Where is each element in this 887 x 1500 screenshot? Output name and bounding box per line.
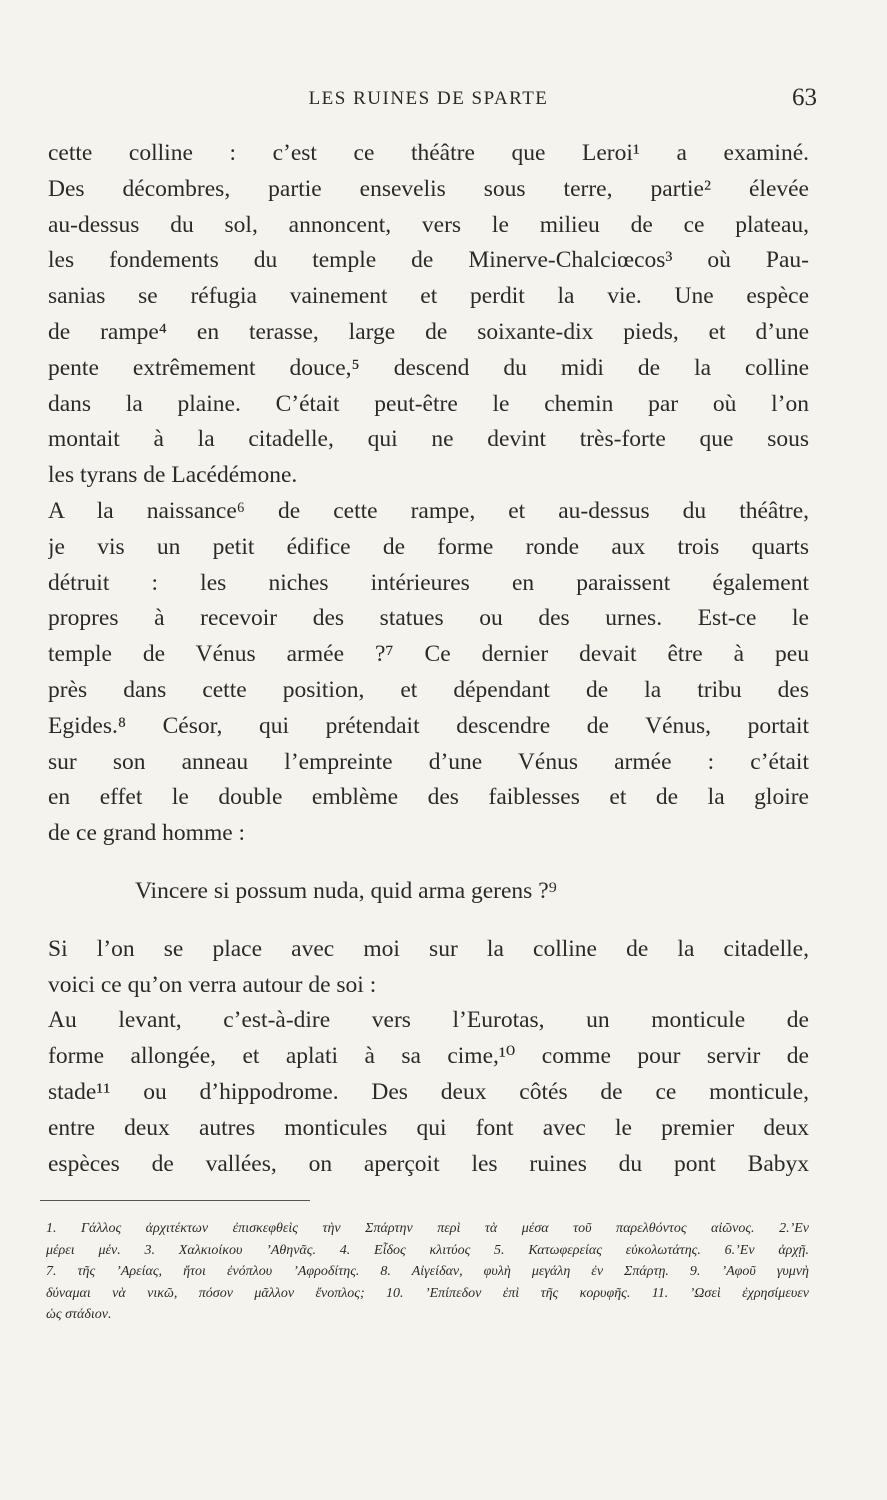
text-line: Egides.⁸ Césor, qui prétendait descendre de Vénus, portait [48, 712, 809, 739]
text-line: Des décombres, partie ensevelis sous terre, partie² élevée [48, 175, 809, 202]
running-head [48, 84, 817, 114]
text-line: près dans cette position, et dépendant de la tribu des [48, 676, 809, 703]
footnote-line: δύναμαι νὰ νικῶ, πόσον μᾶλλον ἔνοπλος; 10. ’Επίπεδον ἐπὶ τῆς κορυφῆς. 11. ’Ωσεὶ ἐχρησίμευεν [46, 1285, 809, 1301]
text-line: les fondements du temple de Minerve-Chalciœcos³ où Pau- [48, 247, 809, 274]
text-line: sanias se réfugia vainement et perdit la vie. Une espèce [48, 283, 809, 310]
text-line: propres à recevoir des statues ou des urnes. Est-ce le [48, 605, 809, 632]
text-line: A la naissance⁶ de cette rampe, et au-dessus du théâtre, [48, 497, 809, 524]
page-number: 63 [792, 84, 817, 111]
footnote-line: 1. Γάλλος ἀρχιτέκτων ἐπισκεφθεὶς τὴν Σπάρτην περὶ τὰ μέσα τοῦ παρελθόντος αἰῶνος. 2.’Εν [46, 1221, 809, 1236]
text-line: entre deux autres monticules qui font avec le premier deux [48, 1114, 809, 1141]
text-line: de rampe⁴ en terasse, large de soixante-dix pieds, et d’une [48, 318, 809, 345]
text-line: temple de Vénus armée ?⁷ Ce dernier devait être à peu [48, 641, 809, 668]
text-line: sur son anneau l’empreinte d’une Vénus armée : c’était [48, 748, 809, 775]
footnotes [46, 1218, 809, 1326]
text-line: je vis un petit édifice de forme ronde aux trois quarts [48, 533, 809, 560]
text-line: au-dessus du sol, annoncent, vers le milieu de ce plateau, [48, 211, 809, 238]
footnote-line: 7. τῆς ’Αρείας, ἤτοι ἐνόπλου ’Αφροδίτης. 8. Αἰγείδαν, φυλὴ μεγάλη ἐν Σπάρτῃ. 9. ’Αφοῦ γυμνὴ [46, 1264, 809, 1279]
text-line: les tyrans de Lacédémone. [48, 462, 298, 489]
text-line: forme allongée, et aplati à sa cime,¹⁰ comme pour servir de [48, 1043, 809, 1070]
footnote-line: ὡς στάδιον. [46, 1307, 112, 1322]
verse-gap [48, 910, 809, 932]
text-line: stade¹¹ ou d’hippodrome. Des deux côtés de ce monticule, [48, 1078, 809, 1105]
verse-gap [48, 852, 809, 874]
body-text [48, 136, 809, 1182]
text-line: dans la plaine. C’était peut-être le chemin par où l’on [48, 390, 809, 417]
footnote-rule [40, 1200, 310, 1201]
text-line: pente extrêmement douce,⁵ descend du midi de la colline [48, 354, 809, 381]
footnote-line: μέρει μέν. 3. Χαλκιοίκου ’Αθηνᾶς. 4. Εἶδος κλιτύος 5. Κατωφερείας εὐκολωτάτης. 6.’Εν ἀρχῇ. [46, 1242, 809, 1258]
text-line: cette colline : c’est ce théâtre que Leroi¹ a examiné. [48, 140, 809, 166]
text-line: en effet le double emblème des faiblesses et de la gloire [48, 784, 809, 811]
text-line: Au levant, c’est-à-dire vers l’Eurotas, un monticule de [48, 1007, 809, 1034]
running-title: LES RUINES DE SPARTE [308, 88, 549, 109]
verse-quote: Vincere si possum nuda, quid arma gerens ?⁹ [135, 877, 557, 904]
text-line: détruit : les niches intérieures en paraissent également [48, 569, 809, 596]
text-line: voici ce qu’on verra autour de soi : [48, 971, 377, 998]
text-line: montait à la citadelle, qui ne devint très-forte que sous [48, 426, 809, 453]
text-line: de ce grand homme : [48, 820, 246, 847]
text-line: Si l’on se place avec moi sur la colline de la citadelle, [48, 935, 809, 962]
text-line: espèces de vallées, on aperçoit les ruines du pont Babyx [48, 1150, 809, 1177]
